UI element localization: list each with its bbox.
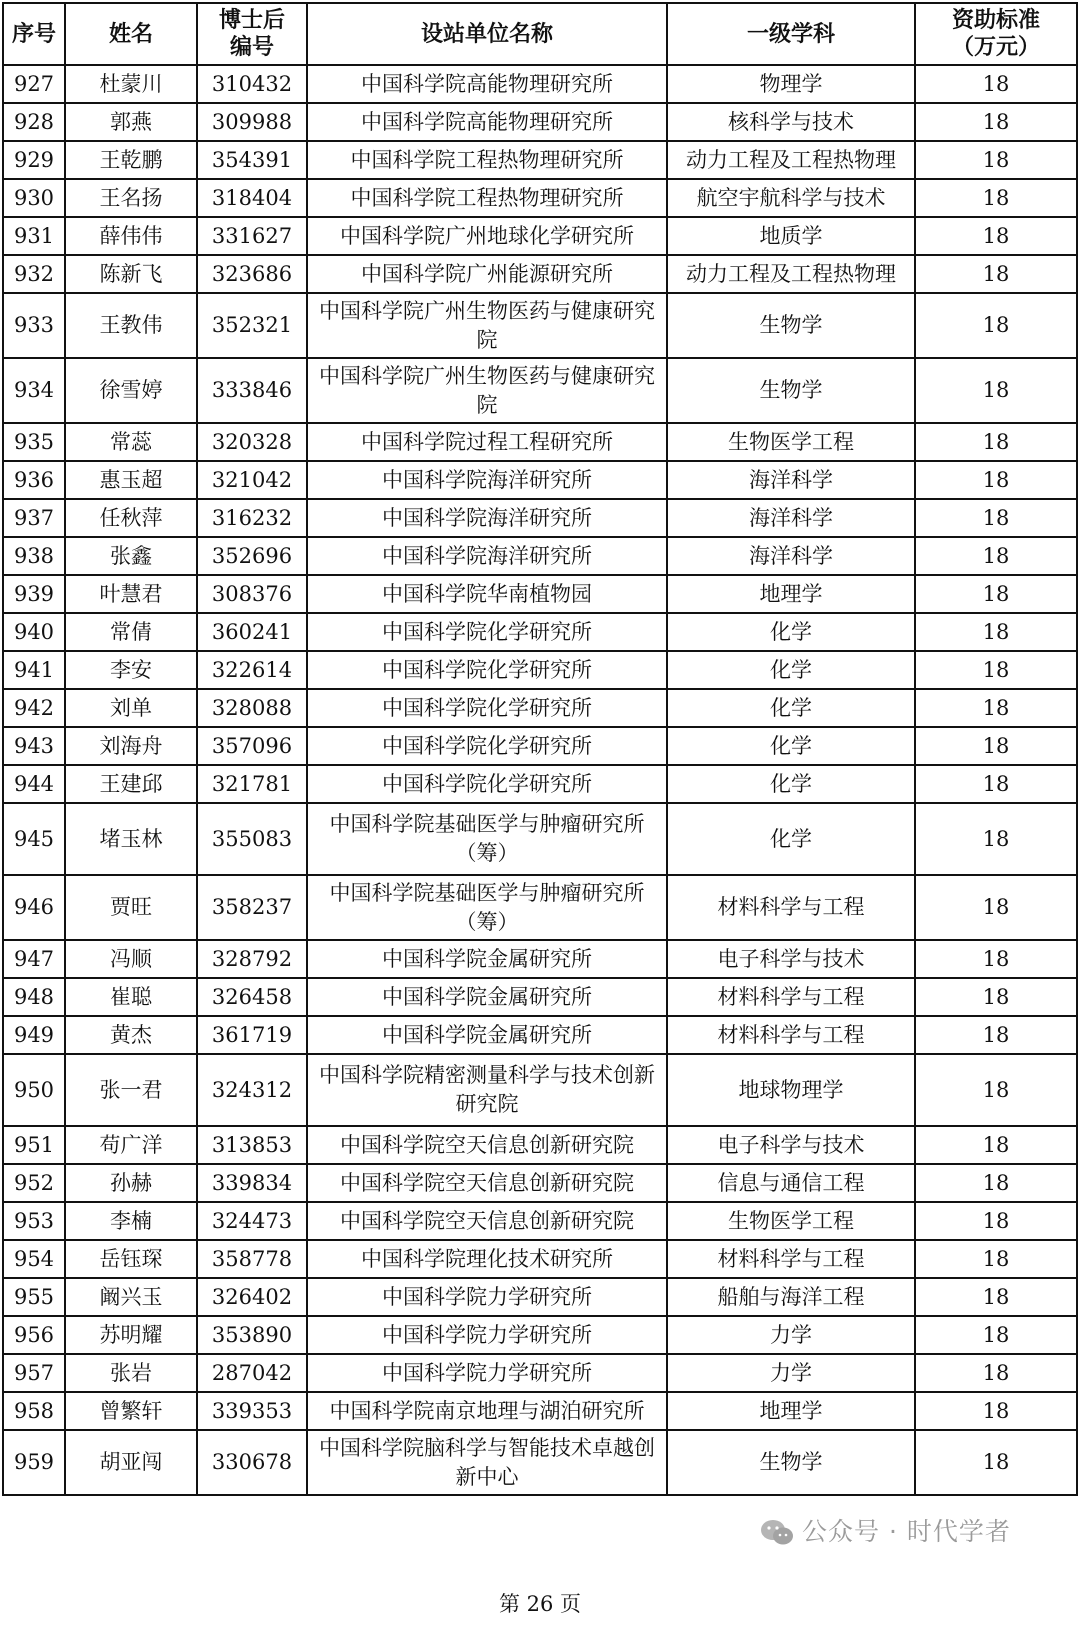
- table-row: [3, 727, 1077, 765]
- row-postdoc-no: 326458: [197, 978, 307, 1016]
- watermark-text: 公众号 · 时代学者: [802, 1517, 1011, 1546]
- row-postdoc-no: 339353: [197, 1392, 307, 1430]
- row-seq: 955: [3, 1278, 65, 1316]
- table-row: [3, 1430, 1077, 1495]
- row-unit: 中国科学院海洋研究所: [307, 499, 667, 537]
- row-seq: 928: [3, 103, 65, 141]
- row-funding: 18: [915, 803, 1077, 875]
- row-seq: 940: [3, 613, 65, 651]
- row-name: 张一君: [65, 1054, 197, 1126]
- row-name: 王建邱: [65, 765, 197, 803]
- row-discipline: 船舶与海洋工程: [667, 1278, 915, 1316]
- row-funding: 18: [915, 575, 1077, 613]
- row-postdoc-no: 333846: [197, 358, 307, 423]
- row-postdoc-no: 308376: [197, 575, 307, 613]
- row-name: 薛伟伟: [65, 217, 197, 255]
- row-funding: 18: [915, 875, 1077, 940]
- table-row: [3, 1240, 1077, 1278]
- row-seq: 934: [3, 358, 65, 423]
- row-name: 苏明耀: [65, 1316, 197, 1354]
- row-discipline: 海洋科学: [667, 461, 915, 499]
- row-postdoc-no: 328088: [197, 689, 307, 727]
- row-discipline: 海洋科学: [667, 537, 915, 575]
- row-postdoc-no: 355083: [197, 803, 307, 875]
- row-postdoc-no: 339834: [197, 1164, 307, 1202]
- row-funding: 18: [915, 689, 1077, 727]
- row-funding: 18: [915, 423, 1077, 461]
- row-postdoc-no: 352321: [197, 293, 307, 358]
- row-seq: 941: [3, 651, 65, 689]
- header-funding-line2: （万元）: [951, 35, 1040, 60]
- row-postdoc-no: 309988: [197, 103, 307, 141]
- header-name: 姓名: [65, 3, 197, 65]
- row-unit: 中国科学院力学研究所: [307, 1316, 667, 1354]
- row-seq: 945: [3, 803, 65, 875]
- row-funding: 18: [915, 1240, 1077, 1278]
- row-seq: 952: [3, 1164, 65, 1202]
- table-row: [3, 1392, 1077, 1430]
- page-number: 第 26 页: [498, 1592, 582, 1616]
- row-seq: 938: [3, 537, 65, 575]
- row-discipline: 生物学: [667, 293, 915, 358]
- row-funding: 18: [915, 358, 1077, 423]
- row-name: 郭燕: [65, 103, 197, 141]
- row-unit: 中国科学院基础医学与肿瘤研究所（筹）: [307, 803, 667, 875]
- row-name: 徐雪婷: [65, 358, 197, 423]
- row-funding: 18: [915, 1054, 1077, 1126]
- row-discipline: 材料科学与工程: [667, 1240, 915, 1278]
- row-name: 阚兴玉: [65, 1278, 197, 1316]
- row-postdoc-no: 361719: [197, 1016, 307, 1054]
- row-discipline: 动力工程及工程热物理: [667, 255, 915, 293]
- row-postdoc-no: 321781: [197, 765, 307, 803]
- row-name: 黄杰: [65, 1016, 197, 1054]
- row-funding: 18: [915, 1202, 1077, 1240]
- row-funding: 18: [915, 293, 1077, 358]
- row-name: 李安: [65, 651, 197, 689]
- table-row: [3, 803, 1077, 875]
- row-discipline: 材料科学与工程: [667, 978, 915, 1016]
- row-name: 崔聪: [65, 978, 197, 1016]
- row-seq: 951: [3, 1126, 65, 1164]
- row-funding: 18: [915, 1354, 1077, 1392]
- row-funding: 18: [915, 613, 1077, 651]
- row-postdoc-no: 326402: [197, 1278, 307, 1316]
- row-discipline: 化学: [667, 765, 915, 803]
- row-name: 常蕊: [65, 423, 197, 461]
- row-postdoc-no: 324473: [197, 1202, 307, 1240]
- row-unit: 中国科学院金属研究所: [307, 940, 667, 978]
- row-seq: 944: [3, 765, 65, 803]
- row-unit: 中国科学院金属研究所: [307, 1016, 667, 1054]
- row-discipline: 地理学: [667, 575, 915, 613]
- row-seq: 946: [3, 875, 65, 940]
- row-name: 冯顺: [65, 940, 197, 978]
- row-unit: 中国科学院广州能源研究所: [307, 255, 667, 293]
- row-name: 叶慧君: [65, 575, 197, 613]
- table-row: [3, 499, 1077, 537]
- row-funding: 18: [915, 217, 1077, 255]
- table-row: [3, 461, 1077, 499]
- row-postdoc-no: 358237: [197, 875, 307, 940]
- row-seq: 933: [3, 293, 65, 358]
- row-funding: 18: [915, 499, 1077, 537]
- table-row: [3, 217, 1077, 255]
- row-name: 任秋萍: [65, 499, 197, 537]
- row-unit: 中国科学院高能物理研究所: [307, 65, 667, 103]
- row-unit: 中国科学院力学研究所: [307, 1278, 667, 1316]
- funding-table: [2, 2, 1078, 1496]
- table-row: [3, 1354, 1077, 1392]
- row-unit: 中国科学院理化技术研究所: [307, 1240, 667, 1278]
- row-seq: 939: [3, 575, 65, 613]
- row-funding: 18: [915, 255, 1077, 293]
- row-unit: 中国科学院广州生物医药与健康研究院: [307, 358, 667, 423]
- row-seq: 931: [3, 217, 65, 255]
- row-unit: 中国科学院脑科学与智能技术卓越创新中心: [307, 1430, 667, 1495]
- header-postdoc-no: [197, 3, 307, 65]
- row-discipline: 地理学: [667, 1392, 915, 1430]
- row-postdoc-no: 352696: [197, 537, 307, 575]
- row-unit: 中国科学院化学研究所: [307, 689, 667, 727]
- table-row: [3, 65, 1077, 103]
- row-name: 曾繁轩: [65, 1392, 197, 1430]
- row-seq: 956: [3, 1316, 65, 1354]
- row-name: 常倩: [65, 613, 197, 651]
- row-seq: 936: [3, 461, 65, 499]
- row-seq: 943: [3, 727, 65, 765]
- row-name: 岳钰琛: [65, 1240, 197, 1278]
- row-name: 王乾鹏: [65, 141, 197, 179]
- row-discipline: 动力工程及工程热物理: [667, 141, 915, 179]
- table-row: [3, 875, 1077, 940]
- row-name: 苟广洋: [65, 1126, 197, 1164]
- row-discipline: 化学: [667, 689, 915, 727]
- table-row: [3, 293, 1077, 358]
- row-seq: 953: [3, 1202, 65, 1240]
- row-unit: 中国科学院化学研究所: [307, 613, 667, 651]
- row-discipline: 海洋科学: [667, 499, 915, 537]
- header-seq: 序号: [3, 3, 65, 65]
- row-funding: 18: [915, 1164, 1077, 1202]
- row-discipline: 化学: [667, 651, 915, 689]
- row-discipline: 物理学: [667, 65, 915, 103]
- row-seq: 932: [3, 255, 65, 293]
- row-discipline: 电子科学与技术: [667, 1126, 915, 1164]
- row-name: 刘单: [65, 689, 197, 727]
- row-funding: 18: [915, 65, 1077, 103]
- row-unit: 中国科学院空天信息创新研究院: [307, 1202, 667, 1240]
- table-row: [3, 179, 1077, 217]
- row-discipline: 生物医学工程: [667, 423, 915, 461]
- header-discipline: 一级学科: [667, 3, 915, 65]
- row-funding: 18: [915, 1278, 1077, 1316]
- row-seq: 947: [3, 940, 65, 978]
- row-discipline: 信息与通信工程: [667, 1164, 915, 1202]
- row-postdoc-no: 322614: [197, 651, 307, 689]
- row-discipline: 材料科学与工程: [667, 875, 915, 940]
- table-row: [3, 1016, 1077, 1054]
- row-funding: 18: [915, 940, 1077, 978]
- table-body: [3, 65, 1077, 1495]
- row-funding: 18: [915, 103, 1077, 141]
- watermark: [760, 1512, 1011, 1548]
- row-name: 惠玉超: [65, 461, 197, 499]
- row-name: 王名扬: [65, 179, 197, 217]
- row-postdoc-no: 353890: [197, 1316, 307, 1354]
- row-funding: 18: [915, 537, 1077, 575]
- row-postdoc-no: 354391: [197, 141, 307, 179]
- table-row: [3, 1054, 1077, 1126]
- row-postdoc-no: 321042: [197, 461, 307, 499]
- row-funding: 18: [915, 765, 1077, 803]
- table-row: [3, 1316, 1077, 1354]
- row-name: 胡亚闯: [65, 1430, 197, 1495]
- row-seq: 929: [3, 141, 65, 179]
- row-name: 张岩: [65, 1354, 197, 1392]
- row-discipline: 核科学与技术: [667, 103, 915, 141]
- row-discipline: 生物学: [667, 358, 915, 423]
- row-postdoc-no: 328792: [197, 940, 307, 978]
- row-funding: 18: [915, 1392, 1077, 1430]
- row-unit: 中国科学院工程热物理研究所: [307, 179, 667, 217]
- row-postdoc-no: 331627: [197, 217, 307, 255]
- row-unit: 中国科学院精密测量科学与技术创新研究院: [307, 1054, 667, 1126]
- row-name: 刘海舟: [65, 727, 197, 765]
- row-unit: 中国科学院广州地球化学研究所: [307, 217, 667, 255]
- table-row: [3, 423, 1077, 461]
- row-name: 孙赫: [65, 1164, 197, 1202]
- row-funding: 18: [915, 179, 1077, 217]
- row-name: 堵玉林: [65, 803, 197, 875]
- row-postdoc-no: 360241: [197, 613, 307, 651]
- row-unit: 中国科学院化学研究所: [307, 651, 667, 689]
- table-row: [3, 978, 1077, 1016]
- row-seq: 958: [3, 1392, 65, 1430]
- header-postdoc-no-line1: 博士后: [218, 8, 285, 33]
- table-row: [3, 613, 1077, 651]
- row-funding: 18: [915, 978, 1077, 1016]
- row-seq: 950: [3, 1054, 65, 1126]
- row-unit: 中国科学院广州生物医药与健康研究院: [307, 293, 667, 358]
- row-discipline: 力学: [667, 1354, 915, 1392]
- row-postdoc-no: 330678: [197, 1430, 307, 1495]
- table-row: [3, 575, 1077, 613]
- row-name: 陈新飞: [65, 255, 197, 293]
- row-seq: 954: [3, 1240, 65, 1278]
- row-unit: 中国科学院化学研究所: [307, 765, 667, 803]
- row-discipline: 材料科学与工程: [667, 1016, 915, 1054]
- table-row: [3, 1202, 1077, 1240]
- header-unit: 设站单位名称: [307, 3, 667, 65]
- table-row: [3, 651, 1077, 689]
- table-row: [3, 689, 1077, 727]
- row-funding: 18: [915, 727, 1077, 765]
- table-row: [3, 537, 1077, 575]
- row-discipline: 化学: [667, 803, 915, 875]
- row-unit: 中国科学院高能物理研究所: [307, 103, 667, 141]
- row-name: 李楠: [65, 1202, 197, 1240]
- row-postdoc-no: 318404: [197, 179, 307, 217]
- row-unit: 中国科学院过程工程研究所: [307, 423, 667, 461]
- row-unit: 中国科学院化学研究所: [307, 727, 667, 765]
- row-unit: 中国科学院空天信息创新研究院: [307, 1126, 667, 1164]
- table-row: [3, 940, 1077, 978]
- row-seq: 957: [3, 1354, 65, 1392]
- row-discipline: 地质学: [667, 217, 915, 255]
- row-discipline: 化学: [667, 613, 915, 651]
- table-row: [3, 1278, 1077, 1316]
- row-funding: 18: [915, 1430, 1077, 1495]
- header-funding: [915, 3, 1077, 65]
- row-seq: 930: [3, 179, 65, 217]
- row-funding: 18: [915, 651, 1077, 689]
- row-funding: 18: [915, 461, 1077, 499]
- row-discipline: 电子科学与技术: [667, 940, 915, 978]
- header-postdoc-no-line2: 编号: [229, 35, 274, 60]
- row-unit: 中国科学院金属研究所: [307, 978, 667, 1016]
- row-unit: 中国科学院海洋研究所: [307, 461, 667, 499]
- row-seq: 959: [3, 1430, 65, 1495]
- table-row: [3, 255, 1077, 293]
- row-unit: 中国科学院海洋研究所: [307, 537, 667, 575]
- header-row: [3, 3, 1077, 65]
- row-discipline: 地球物理学: [667, 1054, 915, 1126]
- row-seq: 927: [3, 65, 65, 103]
- table-row: [3, 1126, 1077, 1164]
- row-postdoc-no: 324312: [197, 1054, 307, 1126]
- table-row: [3, 103, 1077, 141]
- row-name: 杜蒙川: [65, 65, 197, 103]
- row-postdoc-no: 310432: [197, 65, 307, 103]
- row-unit: 中国科学院华南植物园: [307, 575, 667, 613]
- table-row: [3, 765, 1077, 803]
- wechat-icon: [760, 1519, 794, 1547]
- row-postdoc-no: 287042: [197, 1354, 307, 1392]
- row-name: 王教伟: [65, 293, 197, 358]
- row-unit: 中国科学院南京地理与湖泊研究所: [307, 1392, 667, 1430]
- row-seq: 937: [3, 499, 65, 537]
- row-unit: 中国科学院力学研究所: [307, 1354, 667, 1392]
- row-discipline: 生物医学工程: [667, 1202, 915, 1240]
- row-postdoc-no: 323686: [197, 255, 307, 293]
- row-postdoc-no: 316232: [197, 499, 307, 537]
- row-name: 张鑫: [65, 537, 197, 575]
- row-discipline: 化学: [667, 727, 915, 765]
- row-postdoc-no: 358778: [197, 1240, 307, 1278]
- row-name: 贾旺: [65, 875, 197, 940]
- row-funding: 18: [915, 1016, 1077, 1054]
- row-funding: 18: [915, 141, 1077, 179]
- row-postdoc-no: 320328: [197, 423, 307, 461]
- row-funding: 18: [915, 1316, 1077, 1354]
- row-postdoc-no: 313853: [197, 1126, 307, 1164]
- row-discipline: 力学: [667, 1316, 915, 1354]
- row-seq: 942: [3, 689, 65, 727]
- row-unit: 中国科学院空天信息创新研究院: [307, 1164, 667, 1202]
- row-discipline: 生物学: [667, 1430, 915, 1495]
- row-unit: 中国科学院基础医学与肿瘤研究所（筹）: [307, 875, 667, 940]
- row-funding: 18: [915, 1126, 1077, 1164]
- table-row: [3, 358, 1077, 423]
- row-seq: 949: [3, 1016, 65, 1054]
- row-discipline: 航空宇航科学与技术: [667, 179, 915, 217]
- row-seq: 935: [3, 423, 65, 461]
- header-funding-line1: 资助标准: [951, 8, 1040, 33]
- table-row: [3, 141, 1077, 179]
- row-seq: 948: [3, 978, 65, 1016]
- table-row: [3, 1164, 1077, 1202]
- row-unit: 中国科学院工程热物理研究所: [307, 141, 667, 179]
- row-postdoc-no: 357096: [197, 727, 307, 765]
